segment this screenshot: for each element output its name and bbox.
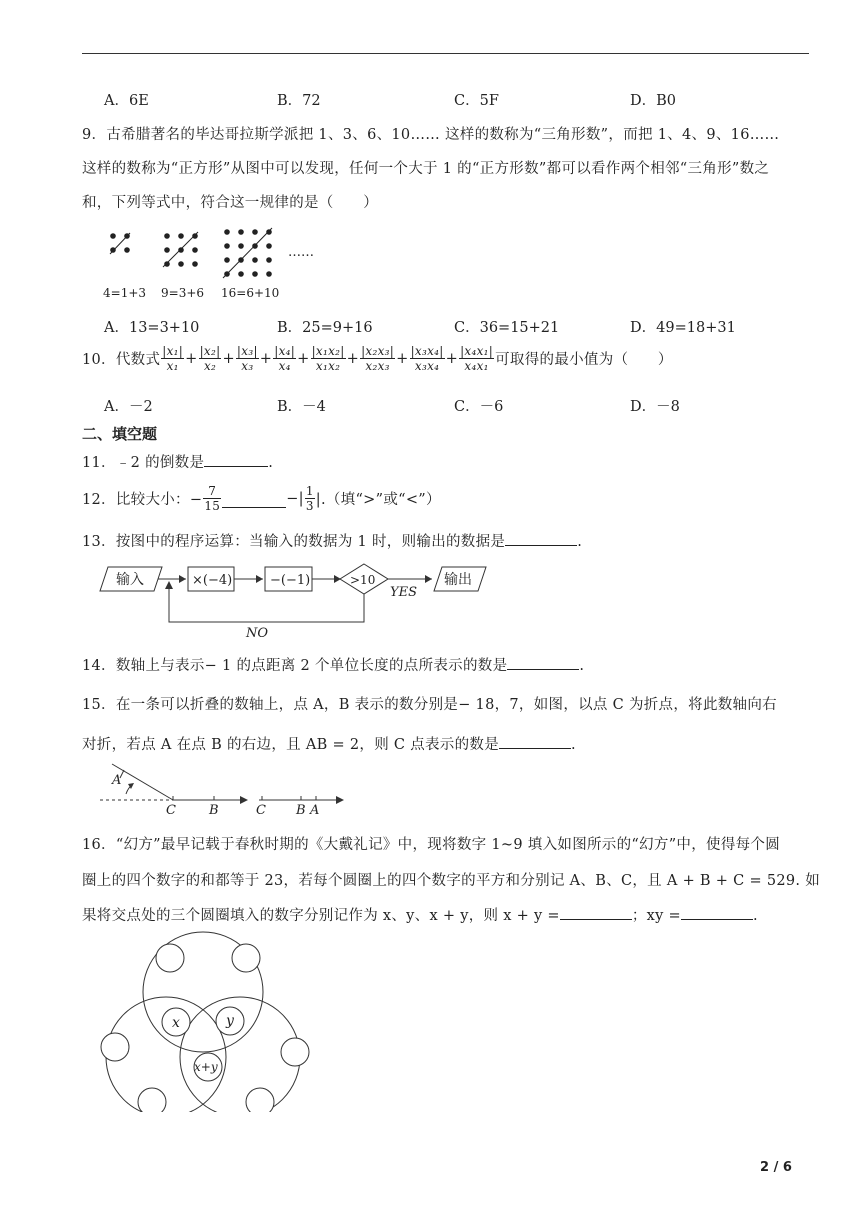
q16-magic-circle-figure (98, 928, 318, 1112)
q10-term-1: $\frac{\text{|x₁|}}{\text{x₁}}$ (162, 344, 184, 373)
q10-suffix: 可取得的最小值为（ ） (495, 352, 673, 368)
q9-option-d: D．49=18+31 (630, 320, 736, 336)
q12-answer-blank[interactable] (222, 489, 286, 508)
q10-option-c: C．－6 (454, 399, 504, 415)
q10-term-4: $\frac{\text{|x₄|}}{\text{x₄}}$ (274, 344, 296, 373)
q10-term-5: $\frac{\text{|x₁x₂|}}{\text{x₁x₂}}$ (311, 344, 345, 373)
option-a: A．6E (104, 93, 149, 109)
q10-option-d: D．－8 (630, 399, 680, 415)
fig15-label-c2: C (256, 803, 266, 816)
q12-frac2: $\frac{1}{3}$ (305, 484, 314, 513)
q15-fold-figure (96, 762, 356, 816)
fig16-label-xy: x+y (194, 1060, 218, 1074)
q16-line1: 16．“幻方”最早记载于春秋时期的《大戴礼记》中，现将数字 1~9 填入如图所示的“幻方”中，使得每个圆 (82, 837, 781, 853)
flow-yes: YES (390, 585, 417, 600)
q16-answer-blank-product[interactable] (681, 919, 753, 920)
option-c: C．5F (454, 93, 499, 109)
q9-dot-figure (100, 226, 340, 302)
q10-term-7: $\frac{\text{|x₃x₄|}}{\text{x₃x₄}}$ (410, 344, 444, 373)
q14-answer-blank[interactable] (507, 669, 579, 670)
q10-prefix: 10．代数式 (82, 352, 161, 368)
q16-line3: 果将交点处的三个圆圈填入的数字分别记作为 x、y、x + y，则 x + y = ；xy = . (82, 908, 758, 924)
q11: 11．﹣2 的倒数是 . (82, 455, 274, 471)
q9-line2: 这样的数称为“正方形”从图中可以发现，任何一个大于 1 的“正方形数”都可以看作两个相邻“三角形”数之 (82, 161, 770, 177)
q10-term-3: $\frac{\text{|x₃|}}{\text{x₃}}$ (236, 344, 258, 373)
q16-line2: 圈上的四个数字的和都等于 23，若每个圆圈上的四个数字的平方和分别记 A、B、C，且 A + B + C = 529. 如 (82, 873, 821, 889)
page-number: 2 / 6 (760, 1160, 792, 1175)
fig16-label-y: y (226, 1013, 234, 1029)
fig15-label-a2: A (310, 803, 320, 816)
q12-frac1: $\frac{7}{15}$ (204, 484, 221, 513)
flow-no: NO (246, 626, 269, 641)
option-d: D．B0 (630, 93, 677, 109)
q15-line2: 对折，若点 A 在点 B 的右边，且 AB = 2，则 C 点表示的数是 . (82, 737, 576, 753)
q10-option-b: B．－4 (277, 399, 326, 415)
q13-flowchart (98, 562, 498, 642)
q15-answer-blank[interactable] (499, 748, 571, 749)
q10-term-6: $\frac{\text{|x₂x₃|}}{\text{x₂x₃}}$ (361, 344, 395, 373)
caption-4: 4=1+3 (103, 286, 147, 300)
q14: 14．数轴上与表示− 1 的点距离 2 个单位长度的点所表示的数是 . (82, 658, 585, 674)
dots-ellipsis: …… (288, 245, 314, 260)
q10-expression: 10．代数式 $\frac{\text{|x₁|}}{\text{x₁}}$ + $\frac{\text{|x₂|}}{\text{x₂}}$ + $\frac{\text{|x₃|}}{\text{x₃}}$ + $\frac{\text{|x₄|}}{\text{x₄}}$ + $\frac{\text{|x₁x₂|}}{\text{x₁x₂}}$ + $\frac{\text{|x₂x₃|}}{\text{x₂x₃}}$ + $\frac{\text{|x₃x₄|}}{\text{x₃x₄}}$ + $\frac{\text{|x₄x₁|}}{\text{x₄x₁}}$ 可取得的最小值为（ ） (82, 344, 673, 373)
fig15-label-c1: C (166, 803, 176, 816)
dots-4x4 (223, 228, 272, 278)
option-b: B．72 (277, 93, 321, 109)
q15-line1: 15．在一条可以折叠的数轴上，点 A，B 表示的数分别是− 18，7，如图，以点 C 为折点，将此数轴向右 (82, 697, 777, 713)
q13: 13．按图中的程序运算：当输入的数据为 1 时，则输出的数据是 . (82, 534, 583, 550)
q9-line3: 和，下列等式中，符合这一规律的是（ ） (82, 195, 378, 211)
q10-term-2: $\frac{\text{|x₂|}}{\text{x₂}}$ (199, 344, 221, 373)
q10-option-a: A．－2 (104, 399, 153, 415)
fig16-label-x: x (172, 1015, 180, 1031)
q9-option-a: A．13=3+10 (104, 320, 200, 336)
flow-input: 输入 (116, 572, 144, 588)
flow-step1: ×(−4) (192, 573, 233, 588)
caption-16: 16=6+10 (221, 286, 280, 300)
caption-9: 9=3+6 (161, 286, 205, 300)
flow-step2: −(−1) (270, 573, 311, 588)
flow-output: 输出 (444, 572, 472, 588)
q9-line1: 9．古希腊著名的毕达哥拉斯学派把 1、3、6、10…… 这样的数称为“三角形数”，而把 1、4、9、16…… (82, 127, 780, 143)
q12: 12．比较大小：− $\frac{7}{15}$ −| $\frac{1}{3}$ |.（填“>”或“<”） (82, 484, 441, 513)
fig15-label-b1: B (209, 803, 219, 816)
fig15-label-a1: A (112, 773, 122, 788)
q9-option-b: B．25=9+16 (277, 320, 373, 336)
q11-answer-blank[interactable] (204, 466, 268, 467)
q10-term-8: $\frac{\text{|x₄x₁|}}{\text{x₄x₁}}$ (460, 344, 494, 373)
dots-3x3 (163, 232, 198, 267)
flow-cond: >10 (350, 573, 376, 587)
q16-answer-blank-sum[interactable] (560, 919, 632, 920)
q9-option-c: C．36=15+21 (454, 320, 560, 336)
dots-2x2 (110, 233, 130, 254)
header-rule (82, 53, 809, 54)
section-title: 二、填空题 (82, 425, 158, 443)
q13-answer-blank[interactable] (505, 545, 577, 546)
fig15-label-b2: B (296, 803, 306, 816)
